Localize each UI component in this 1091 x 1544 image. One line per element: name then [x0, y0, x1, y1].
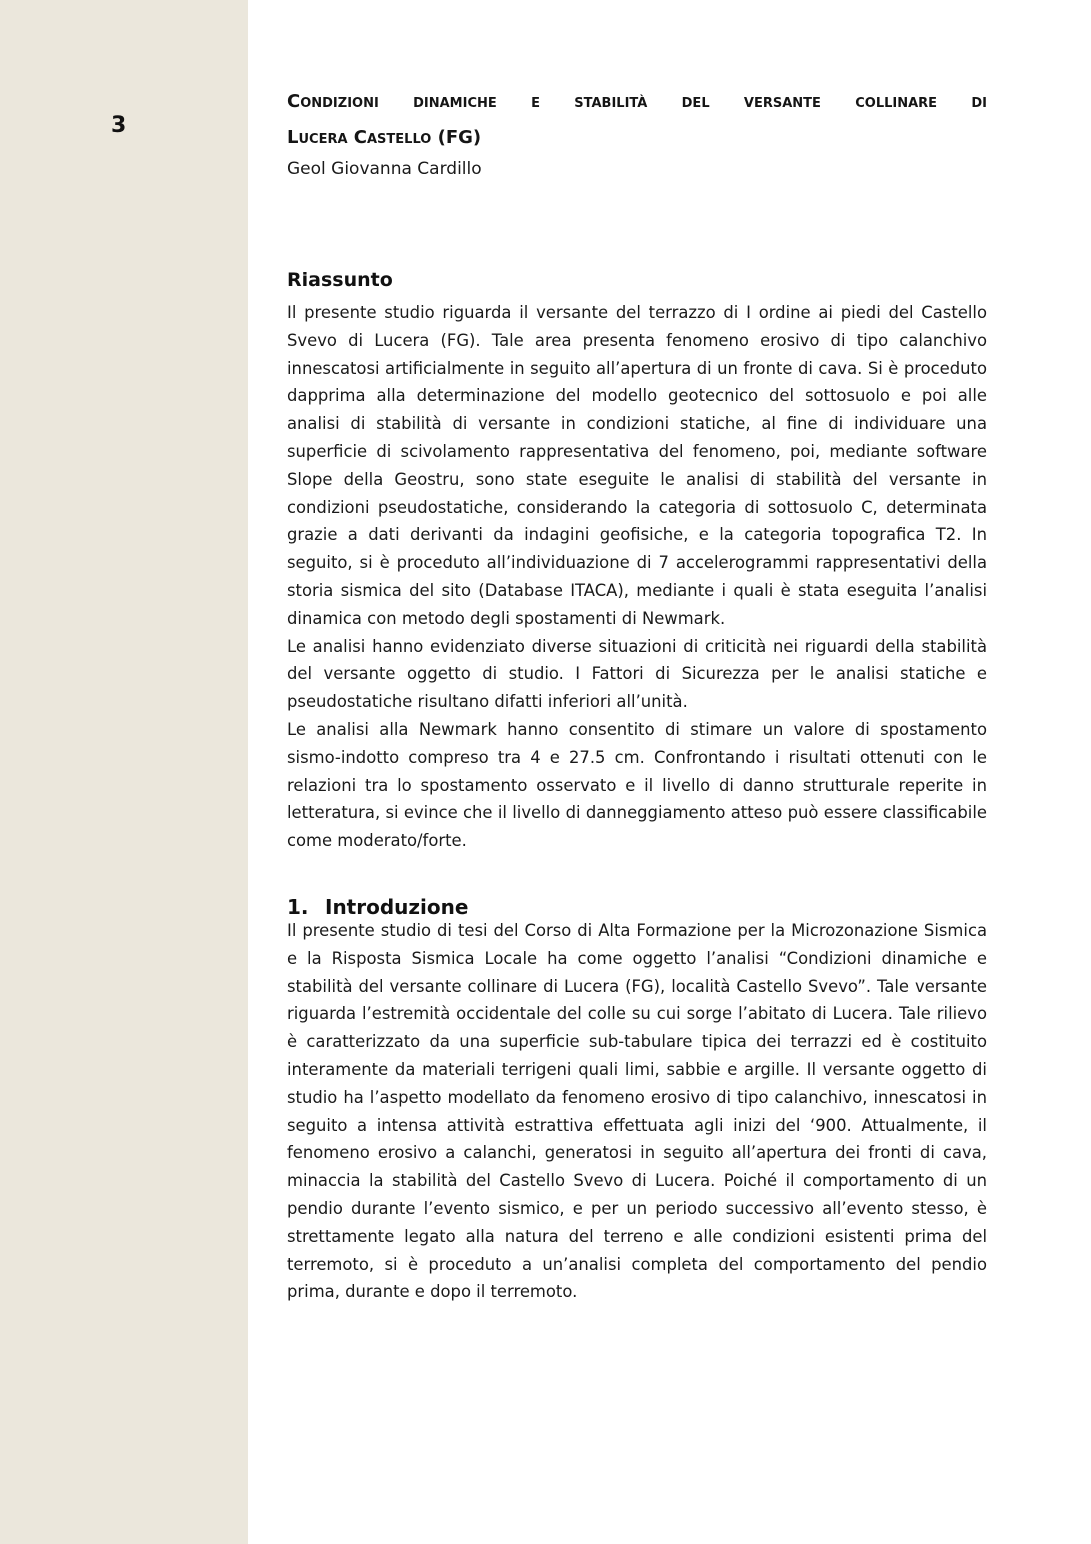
abstract-heading: Riassunto	[287, 269, 393, 291]
author-name: Geol Giovanna Cardillo	[287, 159, 482, 179]
paper-content	[287, 84, 987, 1306]
page-sidebar	[0, 0, 248, 1544]
introduction-section-number: 1.	[287, 894, 309, 919]
paper-title-line-2: Lucera Castello (FG)	[287, 127, 482, 148]
paper-title-line-1: Condizioni dinamiche e stabilità del versante collinare di	[287, 91, 987, 112]
abstract-paragraph-1: Il presente studio riguarda il versante del terrazzo di I ordine ai piedi del Castello Svevo di Lucera (FG). Tale area presenta fenomeno erosivo di tipo calanchivo innescatosi artificialmente in seguito all’apertura di un fronte di cava. Si è proceduto dapprima alla determinazione del modello geotecnico del sottosuolo e poi alle analisi di stabilità di versante in condizioni statiche, al fine di individuare una superficie di scivolamento rappresentativa del fenomeno, poi, mediante software Slope della Geostru, sono state eseguite le analisi di stabilità del versante in condizioni pseudostatiche, considerando la categoria di sottosuolo C, determinata grazie a dati derivanti da indagini geofisiche, e la categoria topografica T2. In seguito, si è proceduto all’individuazione di 7 accelerogrammi rappresentativi della storia sismica del sito (Database ITACA), mediante i quali è stata eseguita l’analisi dinamica con metodo degli spostamenti di Newmark.	[287, 303, 987, 628]
introduction-heading-text: Introduzione	[325, 894, 469, 919]
paper-title	[287, 84, 987, 156]
chapter-number: 3	[111, 113, 127, 138]
introduction-paragraph-1: Il presente studio di tesi del Corso di Alta Formazione per la Microzonazione Sismica e la Risposta Sismica Locale ha come oggetto l’analisi “Condizioni dinamiche e stabilità del versante collinare di Lucera (FG), località Castello Svevo”. Tale versante riguarda l’estremità occidentale del colle su cui sorge l’abitato di Lucera. Tale rilievo è caratterizzato da una superficie sub-tabulare tipica dei terrazzi ed è costituito interamente da materiali terrigeni quali limi, sabbie e argille. Il versante oggetto di studio ha l’aspetto modellato da fenomeno erosivo di tipo calanchivo, innescatosi in seguito a intensa attività estrattiva effettuata agli inizi del ‘900. Attualmente, il fenomeno erosivo a calanchi, generatosi in seguito all’apertura dei fronti di cava, minaccia la stabilità del Castello Svevo di Lucera. Poiché il comportamento di un pendio durante l’evento sismico, e per un periodo successivo all’evento stesso, è strettamente legato alla natura del terreno e alle condizioni esistenti prima del terremoto, si è proceduto a un’analisi completa del comportamento del pendio prima, durante e dopo il terremoto.	[287, 920, 987, 1302]
abstract-paragraph-2: Le analisi hanno evidenziato diverse situazioni di criticità nei riguardi della stabilità del versante oggetto di studio. I Fattori di Sicurezza per le analisi statiche e pseudostatiche risultano difatti inferiori all’unità.	[287, 636, 987, 712]
abstract-paragraph-3: Le analisi alla Newmark hanno consentito di stimare un valore di spostamento sismo-indotto compreso tra 4 e 27.5 cm. Confrontando i risultati ottenuti con le relazioni tra lo spostamento osservato e il livello di danno strutturale reperite in letteratura, si evince che il livello di danneggiamento atteso può essere classificabile come moderato/forte.	[287, 719, 987, 851]
introduction-heading	[287, 895, 987, 919]
